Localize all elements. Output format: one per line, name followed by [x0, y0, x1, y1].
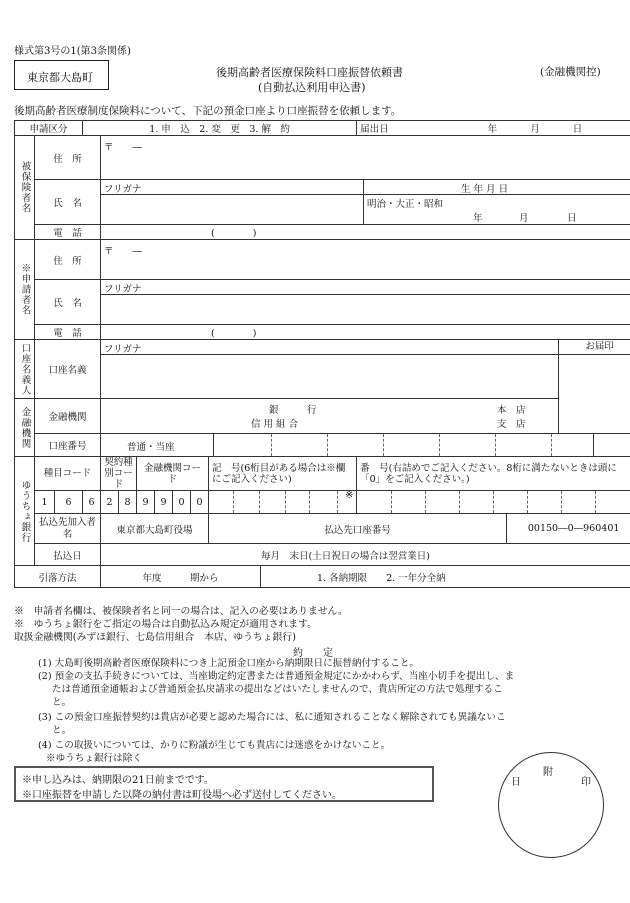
postal-mark: 〒 ― [104, 142, 143, 153]
applicant-name-label: 氏 名 [35, 280, 101, 325]
head-office-label: 本 店 [497, 405, 526, 416]
filed-date[interactable] [357, 121, 630, 136]
birth-year: 年 [473, 213, 483, 224]
deduction-label: 引落方法 [15, 566, 101, 588]
insured-address-label: 住 所 [35, 136, 101, 180]
applicant-address-field[interactable] [101, 240, 630, 280]
inst-digit-2: 9 [155, 491, 173, 514]
account-no-label: 口座番号 [35, 434, 101, 457]
insured-phone-field[interactable]: ( ) [101, 225, 630, 240]
birthdate-label: 生 年 月 日 [461, 184, 509, 195]
clause-3-line-2: と。 [52, 725, 72, 736]
account-holder-field[interactable] [101, 340, 559, 399]
birth-day: 日 [567, 213, 577, 224]
handling-institutions: 取扱金融機関(みずほ銀行、七島信用組合 本店、ゆうちょ銀行) [14, 632, 296, 643]
account-kind-options[interactable]: 普通・当座 [127, 442, 175, 453]
year-label: 年 [487, 124, 498, 135]
yucho-section-label: ゆうちょ銀行 [15, 457, 35, 566]
inst-code-label: 金融機関コード [137, 457, 209, 491]
pay-date-label: 払込日 [35, 544, 101, 566]
bango-field[interactable] [357, 491, 630, 514]
star-mark: ※ [345, 490, 354, 501]
institution-field[interactable] [101, 399, 559, 434]
filed-date-label: 届出日 [360, 124, 389, 135]
applicant-furigana: フリガナ [104, 284, 142, 295]
payee-label: 払込先加入者名 [35, 514, 101, 544]
account-no-field[interactable] [101, 434, 630, 457]
receipt-stamp-circle [498, 752, 604, 858]
app-type-label: 申請区分 [15, 121, 83, 136]
clause-1: (1) 大島町後期高齢者医療保険料につき上記預金口座から納期限日に振替納付すること。 [38, 658, 420, 669]
notice-line-1: ※申し込みは、納期限の21日前までです。 [22, 775, 214, 786]
form-number: 様式第3号の1(第3条関係) [14, 46, 131, 57]
kind-code-label: 種目コード [35, 457, 101, 491]
payee-value: 東京都大島町役場 [101, 514, 209, 544]
town-name: 東京都大島町 [27, 71, 93, 84]
town-box [14, 60, 109, 90]
account-holder-label: 口座名義 [35, 340, 101, 399]
insured-section-label: 被保険者名 [15, 136, 35, 240]
bango-note: 番 号(右詰めでご記入ください。8桁に満たないときは頭に「0」をご記入ください。) [357, 457, 630, 491]
clause-5: ※ゆうちょ銀行は除く [46, 753, 142, 764]
stamp-char-top: 附 [543, 767, 553, 778]
clause-4: (4) この取扱いについては、かりに粉議が生じても貴店には迷惑をかけないこと。 [38, 740, 391, 751]
contract-digit-2: 8 [119, 491, 137, 514]
insured-name-field[interactable] [101, 180, 630, 225]
seal-label: お届印 [559, 340, 630, 355]
contract-code-label: 契約種別コード [101, 457, 137, 491]
insured-address-field[interactable] [101, 136, 630, 180]
day-label: 日 [572, 124, 583, 135]
account-name-section-label: 口座名義人 [15, 340, 35, 399]
applicant-postal-mark: 〒 ― [104, 246, 143, 257]
furigana-label: フリガナ [104, 184, 142, 195]
notice-line-2: ※口座振替を申請した以降の納付書は町役場へ必ず送付してください。 [22, 790, 342, 801]
applicant-phone-field[interactable]: ( ) [101, 325, 630, 340]
applicant-phone-label: 電 話 [35, 325, 101, 340]
clause-3-line-1: (3) この預金口座振替契約は貴店が必要と認めた場合には、私に通知されることなく解除されても異議ないこ [38, 712, 506, 723]
page-subtitle: (自動払込利用申込書) [258, 81, 366, 94]
kind-digit-1: 1 [35, 491, 55, 514]
note-1: ※ 申請者名欄は、被保険者名と同一の場合は、記入の必要はありません。 [14, 606, 348, 617]
notice-box [14, 766, 434, 802]
stamp-char-right: 印 [581, 777, 591, 788]
inst-digit-4: 0 [191, 491, 209, 514]
insured-name-label: 氏 名 [35, 180, 101, 225]
app-type-options[interactable]: 1. 申 込 2. 変 更 3. 解 約 [83, 121, 357, 136]
inst-digit-1: 9 [137, 491, 155, 514]
pay-date-value: 毎月 末日(土日祝日の場合は翌営業日) [101, 544, 630, 566]
kigo-note: 記 号(6桁目がある場合は※欄にご記入ください) [209, 457, 357, 491]
agreement-title: 約 定 [293, 648, 333, 659]
clause-2-line-1: (2) 預金の支払手続きについては、当座勘定約定書または普通預金規定にかかわらず、当座小切手を提出し、ま [38, 671, 515, 682]
page-title: 後期高齢者医療保険料口座振替依頼書 [216, 66, 403, 79]
inst-digit-3: 0 [173, 491, 191, 514]
month-label: 月 [530, 124, 540, 135]
clause-2-line-3: と。 [52, 697, 72, 708]
applicant-section-label: ※申請者名 [15, 240, 35, 340]
fiscal-year-field[interactable]: 年度 期から [101, 566, 261, 588]
institution-label: 金融機関 [35, 399, 101, 434]
branch-label: 支 店 [497, 419, 526, 430]
kigo-field[interactable] [209, 491, 357, 514]
institution-section-label: 金融機関 [15, 399, 35, 457]
application-form-table [14, 120, 630, 588]
kind-digit-2: 6 [55, 491, 83, 514]
birth-month: 月 [519, 213, 529, 224]
kind-digit-3: 6 [83, 491, 101, 514]
applicant-name-field[interactable] [101, 280, 630, 325]
account-furigana: フリガナ [104, 344, 142, 355]
deduction-methods[interactable]: 1. 各納期限 2. 一年分全納 [261, 566, 630, 588]
clause-2-line-2: たは普通預金通帳および普通預金払戻請求の提出などはいたしませんので、貴店所定の方法で処理するこ [52, 684, 503, 695]
bank-label: 銀 行 [269, 405, 317, 416]
payee-account-label: 払込先口座番号 [209, 514, 507, 544]
payee-account-value: 00150―0―960401 [507, 514, 630, 544]
intro-text: 後期高齢者医療制度保険料について、下記の預金口座より口座振替を依頼します。 [14, 105, 402, 117]
contract-digit-1: 2 [101, 491, 119, 514]
seal-field[interactable] [559, 340, 630, 434]
copy-label: (金融機関控) [540, 66, 601, 78]
credit-union-label: 信 用 組 合 [251, 419, 299, 430]
era-options[interactable]: 明治・大正・昭和 [367, 199, 444, 210]
stamp-char-left: 日 [511, 777, 521, 788]
applicant-address-label: 住 所 [35, 240, 101, 280]
note-2: ※ ゆうちょ銀行をご指定の場合は自動払込み規定が適用されます。 [14, 619, 317, 630]
insured-phone-label: 電 話 [35, 225, 101, 240]
